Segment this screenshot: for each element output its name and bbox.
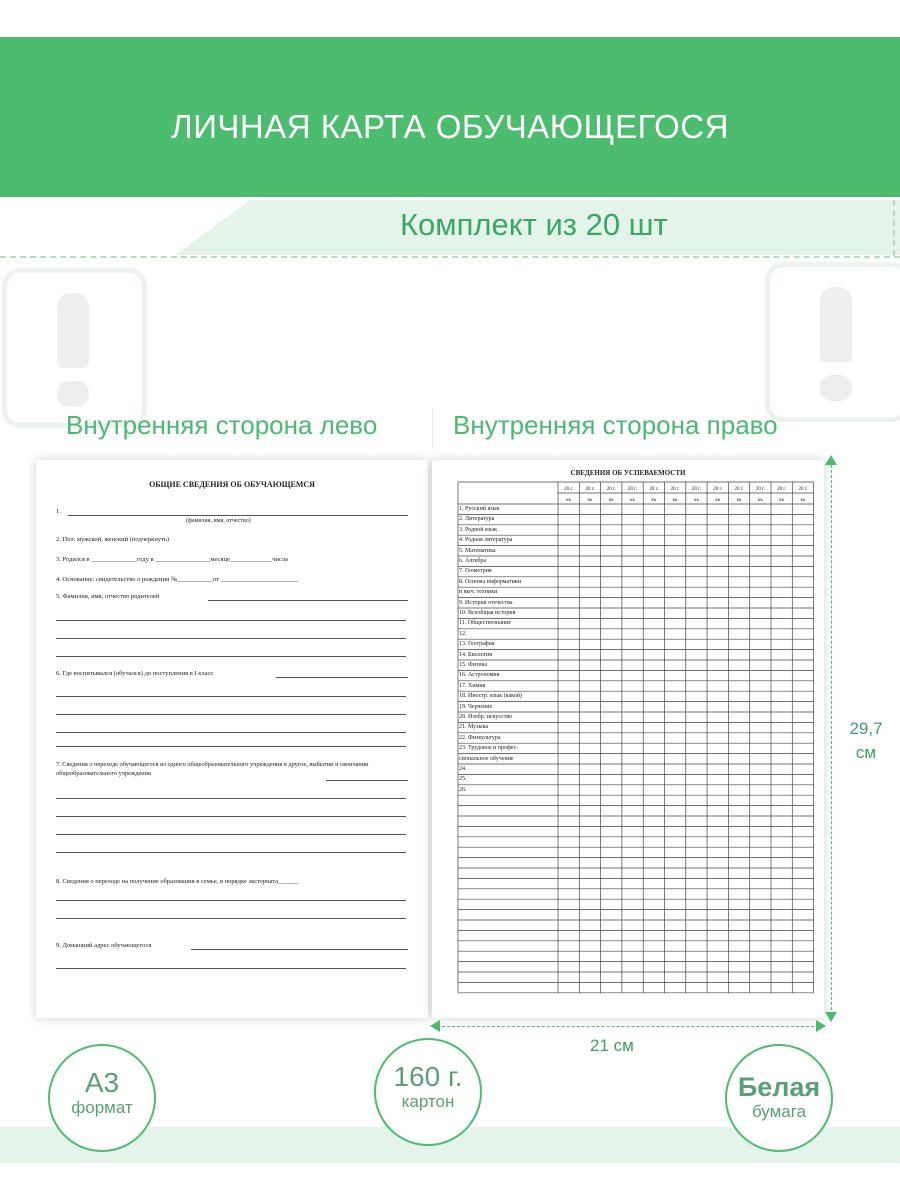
subject-row-label: 1. Русский язык: [459, 506, 500, 512]
width-dimension-line: [432, 1026, 824, 1027]
warning-icon: [2, 268, 147, 428]
field-line: [56, 732, 406, 733]
field-2: 2. Пол: мужской, женский (подчеркнуть): [56, 536, 170, 543]
subject-row-label: 18. Иностр. язык (какой): [459, 693, 522, 700]
field-line: [56, 834, 406, 835]
warning-icon-right: [765, 262, 900, 422]
subject-row-label: 10. Всеобщая история: [459, 610, 516, 616]
field-line: [56, 714, 406, 715]
density-value: 160 г.: [393, 1061, 463, 1092]
field-9: 9. Домашний адрес обучающегося: [56, 942, 152, 949]
subject-row-label: 15. Физика: [459, 662, 488, 668]
field-7: 7. Сведения о переходе обучающегося из одного общеобразовательного учреждения в другое, выбытии и окончании общеобразовательного учреждения: [56, 761, 369, 777]
grade-column-class: кк: [736, 498, 742, 503]
grade-column-year: 20 г.: [755, 487, 765, 492]
grade-column-year: 20 г.: [585, 487, 595, 492]
side-label-left: Внутренняя сторона лево: [66, 410, 378, 440]
field-line: [68, 515, 408, 516]
subject-row-label: 16. Астрономия: [459, 672, 500, 679]
subject-row-label: 17. Химия: [459, 682, 486, 689]
grade-column-class: кк: [800, 498, 806, 503]
field-3: 3. Родился в ______________году в _________________месяце_____________числа: [56, 556, 288, 563]
field-line: [56, 816, 406, 817]
grade-column-year: 20 г.: [670, 487, 680, 492]
subject-row-label: 21. Музыка: [459, 724, 489, 731]
grade-column-class: кк: [566, 498, 572, 503]
dashed-divider-right: [893, 200, 895, 256]
field-5: 5. Фамилия, имя, отчество родителей: [56, 593, 160, 600]
kit-label: Комплект из 20 шт: [400, 207, 668, 242]
density-badge: [374, 1038, 482, 1146]
grade-column-class: кк: [779, 498, 785, 503]
subject-row-label: 22. Физкультура: [459, 734, 501, 741]
subject-row-label: 26.: [459, 786, 467, 793]
field-line: [56, 696, 406, 697]
subject-row-label: 2. Литература: [459, 516, 495, 523]
right-page: [432, 460, 824, 1018]
subject-row-label: 25.: [459, 776, 467, 783]
subject-row-label: 11. Обществознание: [459, 620, 512, 627]
subject-row-label: сиональное обучение: [459, 755, 514, 762]
left-page: [36, 460, 428, 1018]
left-page-heading: ОБЩИЕ СВЕДЕНИЯ ОБ ОБУЧАЮЩЕМСЯ: [149, 480, 315, 489]
grade-column-class: кк: [715, 498, 721, 503]
subject-row-label: 14. Биология: [459, 651, 493, 658]
grade-column-class: кк: [587, 498, 593, 503]
field-line: [56, 620, 406, 621]
subject-row-label: 19. Черчение: [459, 703, 493, 710]
width-label: 21 см: [590, 1036, 634, 1055]
grade-column-class: кк: [651, 498, 657, 503]
subject-row-label: 12.: [459, 630, 467, 637]
field-line: [208, 600, 408, 601]
subject-row-label: 20. Изобр. искусство: [459, 714, 513, 720]
field-line: [56, 638, 406, 639]
height-dimension-line: [831, 460, 832, 1020]
grade-column-year: 20 г.: [606, 487, 616, 492]
subject-row-label: 8. Основы информатики: [459, 578, 522, 585]
subject-row-label: 4. Родная литература: [459, 537, 513, 544]
arrow-down-icon: [825, 1012, 837, 1022]
grade-column-year: 20 г.: [628, 487, 638, 492]
field-4: 4. Основание: свидетельство о рождении №___________от ________________________: [56, 576, 299, 583]
grade-column-class: кк: [672, 498, 678, 503]
field-line: [56, 656, 406, 657]
page-title: ЛИЧНАЯ КАРТА ОБУЧАЮЩЕГОСЯ: [171, 108, 729, 145]
field-1-caption: (фамилия, имя, отчество): [186, 518, 251, 524]
subject-row-label: 24.: [459, 766, 467, 772]
field-line: [56, 746, 406, 747]
field-6: 6. Где воспитывался (обучался) до поступления в I класс: [56, 670, 214, 677]
field-line: [56, 852, 406, 853]
dashed-divider: [0, 256, 900, 258]
subject-row-label: 13. География: [459, 641, 495, 648]
arrow-up-icon: [825, 455, 837, 465]
grade-column-year: 20 г.: [777, 487, 787, 492]
subject-row-label: и выч. техники: [459, 589, 498, 596]
grade-column-year: 20 г.: [564, 487, 574, 492]
field-line: [56, 798, 406, 799]
field-line: [326, 780, 408, 781]
subject-row-label: 7. Геометрия: [459, 568, 492, 575]
field-line: [276, 677, 408, 678]
paper-badge: [725, 1044, 833, 1152]
subject-row-label: 3. Родной язык: [459, 526, 498, 533]
right-page-heading: СВЕДЕНИЯ ОБ УСПЕВАЕМОСТИ: [570, 469, 686, 477]
grade-column-class: кк: [608, 498, 614, 503]
grade-column-year: 20 г.: [798, 487, 808, 492]
field-1-label: 1.: [56, 508, 61, 515]
format-value: А3: [84, 1067, 120, 1098]
side-label-right: Внутренняя сторона право: [453, 410, 778, 440]
grade-column-year: 20 г.: [734, 487, 744, 492]
field-line: [56, 918, 406, 919]
format-caption: формат: [71, 1098, 133, 1117]
format-badge: [48, 1044, 156, 1152]
field-line: [56, 968, 406, 969]
field-8: 8. Сведения о переходе на получение образования в семье, в порядке экстерната______: [56, 878, 298, 885]
grade-column-class: кк: [630, 498, 635, 503]
arrow-left-icon: [430, 1020, 440, 1032]
grade-column-year: 20 г.: [713, 487, 723, 492]
grade-column-year: 20 г.: [649, 487, 659, 492]
subject-row-label: 5. Математика: [459, 547, 496, 554]
field-line: [191, 949, 408, 950]
density-caption: картон: [401, 1092, 455, 1111]
side-separator: [432, 408, 433, 448]
subject-row-label: 6. Алгебра: [459, 558, 487, 564]
field-line: [56, 900, 406, 901]
grade-column-year: 20 г.: [691, 487, 701, 492]
height-label: 29,7 см: [849, 719, 883, 762]
grade-column-class: кк: [694, 498, 699, 503]
subject-row-label: 23. Трудовое и профес-: [459, 745, 519, 752]
paper-value: Белая: [737, 1072, 821, 1102]
subject-row-label: 9. История отечества: [459, 599, 513, 606]
grade-column-class: кк: [757, 498, 763, 503]
paper-caption: бумага: [751, 1102, 807, 1121]
arrow-right-icon: [816, 1020, 826, 1032]
